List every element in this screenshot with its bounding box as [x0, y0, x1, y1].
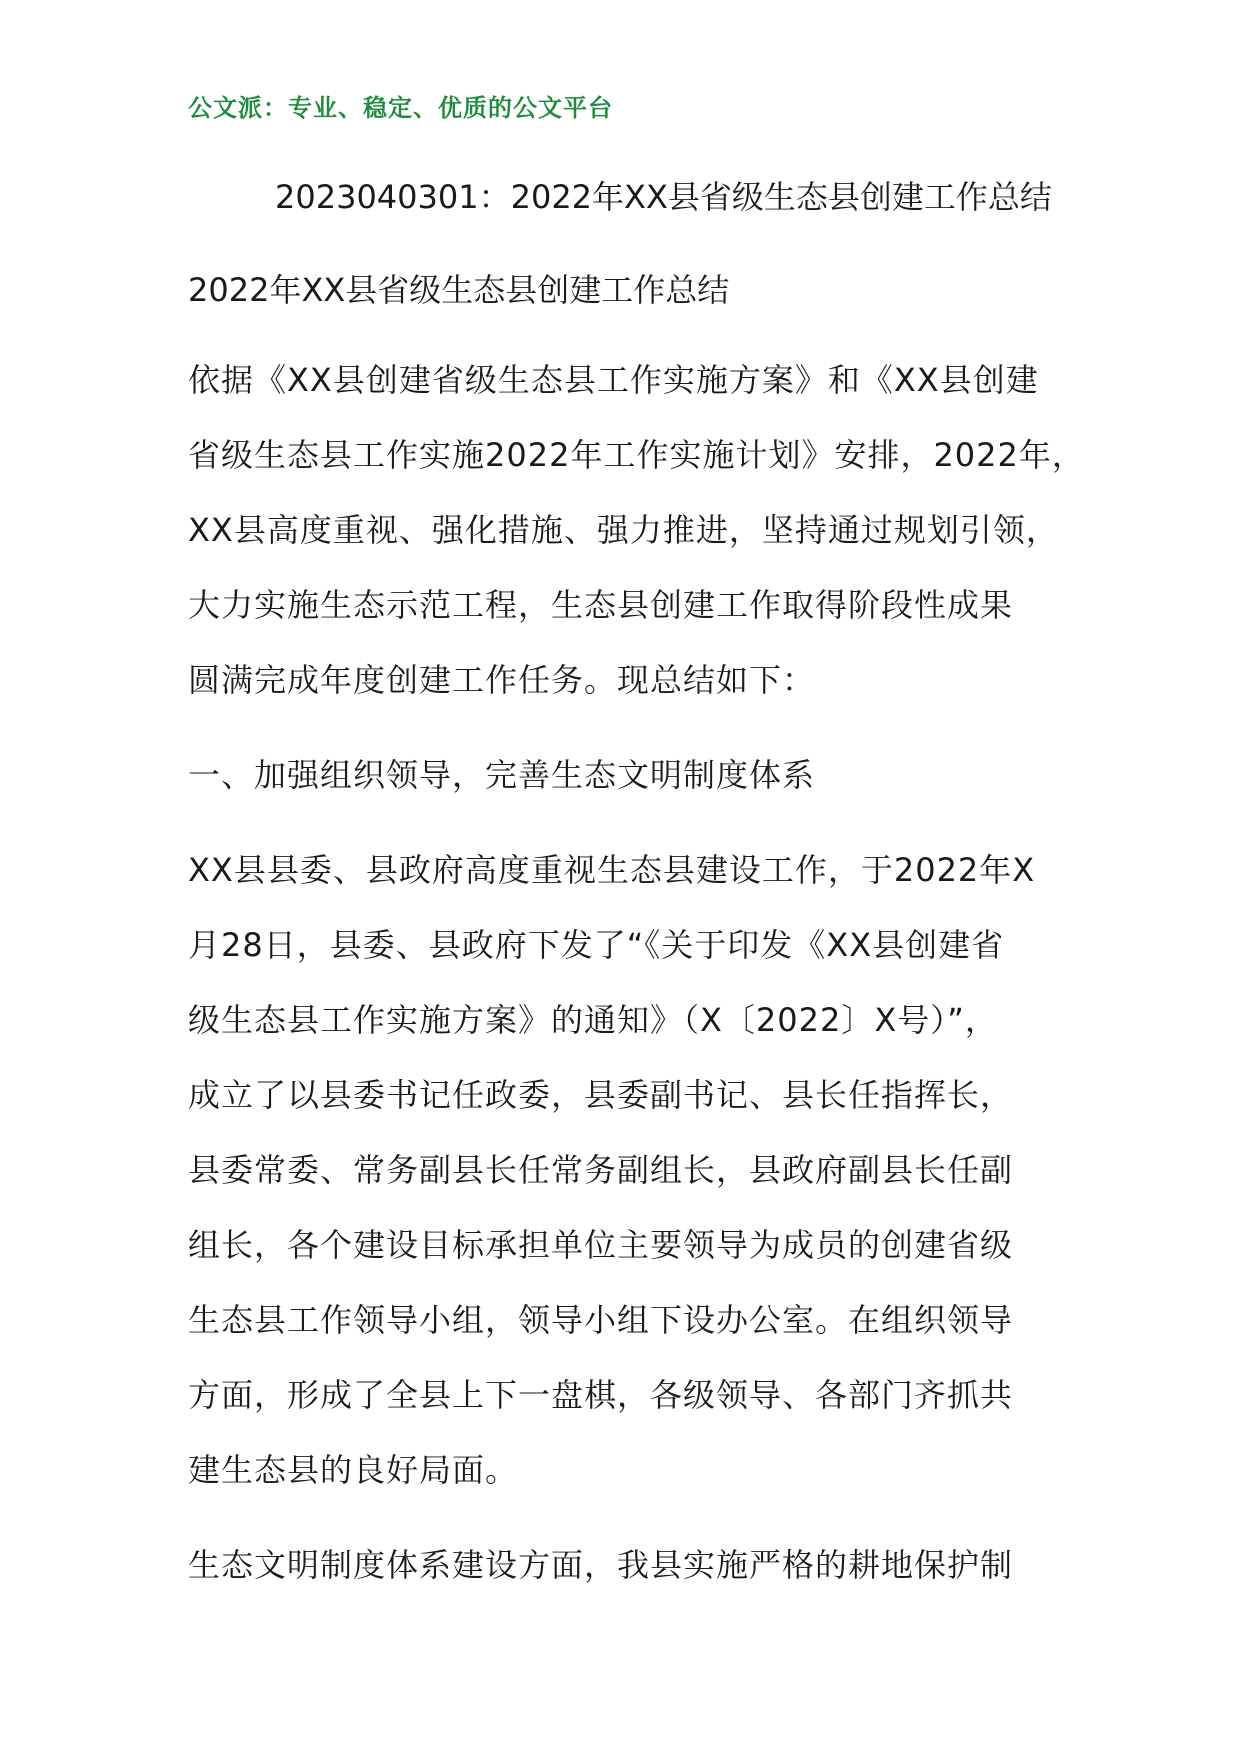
intro-paragraph	[188, 360, 1088, 735]
paragraph-line: 组长，各个建设目标承担单位主要领导为成员的创建省级	[188, 1226, 1014, 1264]
paragraph-line: 生态县工作领导小组，领导小组下设办公室。在组织领导	[188, 1301, 1014, 1339]
paragraph-line: 方面，形成了全县上下一盘棋，各级领导、各部门齐抓共	[188, 1376, 1014, 1414]
section-heading-text: 一、加强组织领导，完善生态文明制度体系	[188, 756, 816, 794]
paragraph-line: XX县高度重视、强化措施、强力推进，坚持通过规划引领，	[188, 511, 1059, 549]
section-paragraph	[188, 850, 1088, 1525]
watermark-header: 公文派：专业、稳定、优质的公文平台	[188, 94, 613, 122]
section-paragraph	[188, 1545, 1088, 1620]
document-title: 2023040301：2022年XX县省级生态县创建工作总结	[275, 178, 1052, 216]
paragraph-line: 级生态县工作实施方案》的通知》（X〔2022〕X号）”，	[188, 1001, 998, 1039]
paragraph-line: 圆满完成年度创建工作任务。现总结如下：	[188, 661, 816, 699]
paragraph-line: 建生态县的良好局面。	[188, 1451, 519, 1489]
paragraph-line: 大力实施生态示范工程，生态县创建工作取得阶段性成果	[188, 586, 1014, 624]
paragraph-line: 县委常委、常务副县长任常务副组长，县政府副县长任副	[188, 1151, 1014, 1189]
paragraph-line: XX县县委、县政府高度重视生态县建设工作，于2022年X	[188, 851, 1036, 889]
paragraph-line: 省级生态县工作实施2022年工作实施计划》安排，2022年，	[188, 436, 1085, 474]
paragraph-line: 成立了以县委书记任政委，县委副书记、县长任指挥长，	[188, 1076, 1014, 1114]
paragraph-line: 依据《XX县创建省级生态县工作实施方案》和《XX县创建	[188, 361, 1039, 399]
section-heading	[188, 755, 1088, 830]
paragraph-line: 月28日，县委、县政府下发了“《关于印发《XX县创建省	[188, 926, 1005, 964]
document-subtitle: 2022年XX县省级生态县创建工作总结	[188, 271, 730, 309]
paragraph-line: 生态文明制度体系建设方面，我县实施严格的耕地保护制	[188, 1546, 1014, 1584]
